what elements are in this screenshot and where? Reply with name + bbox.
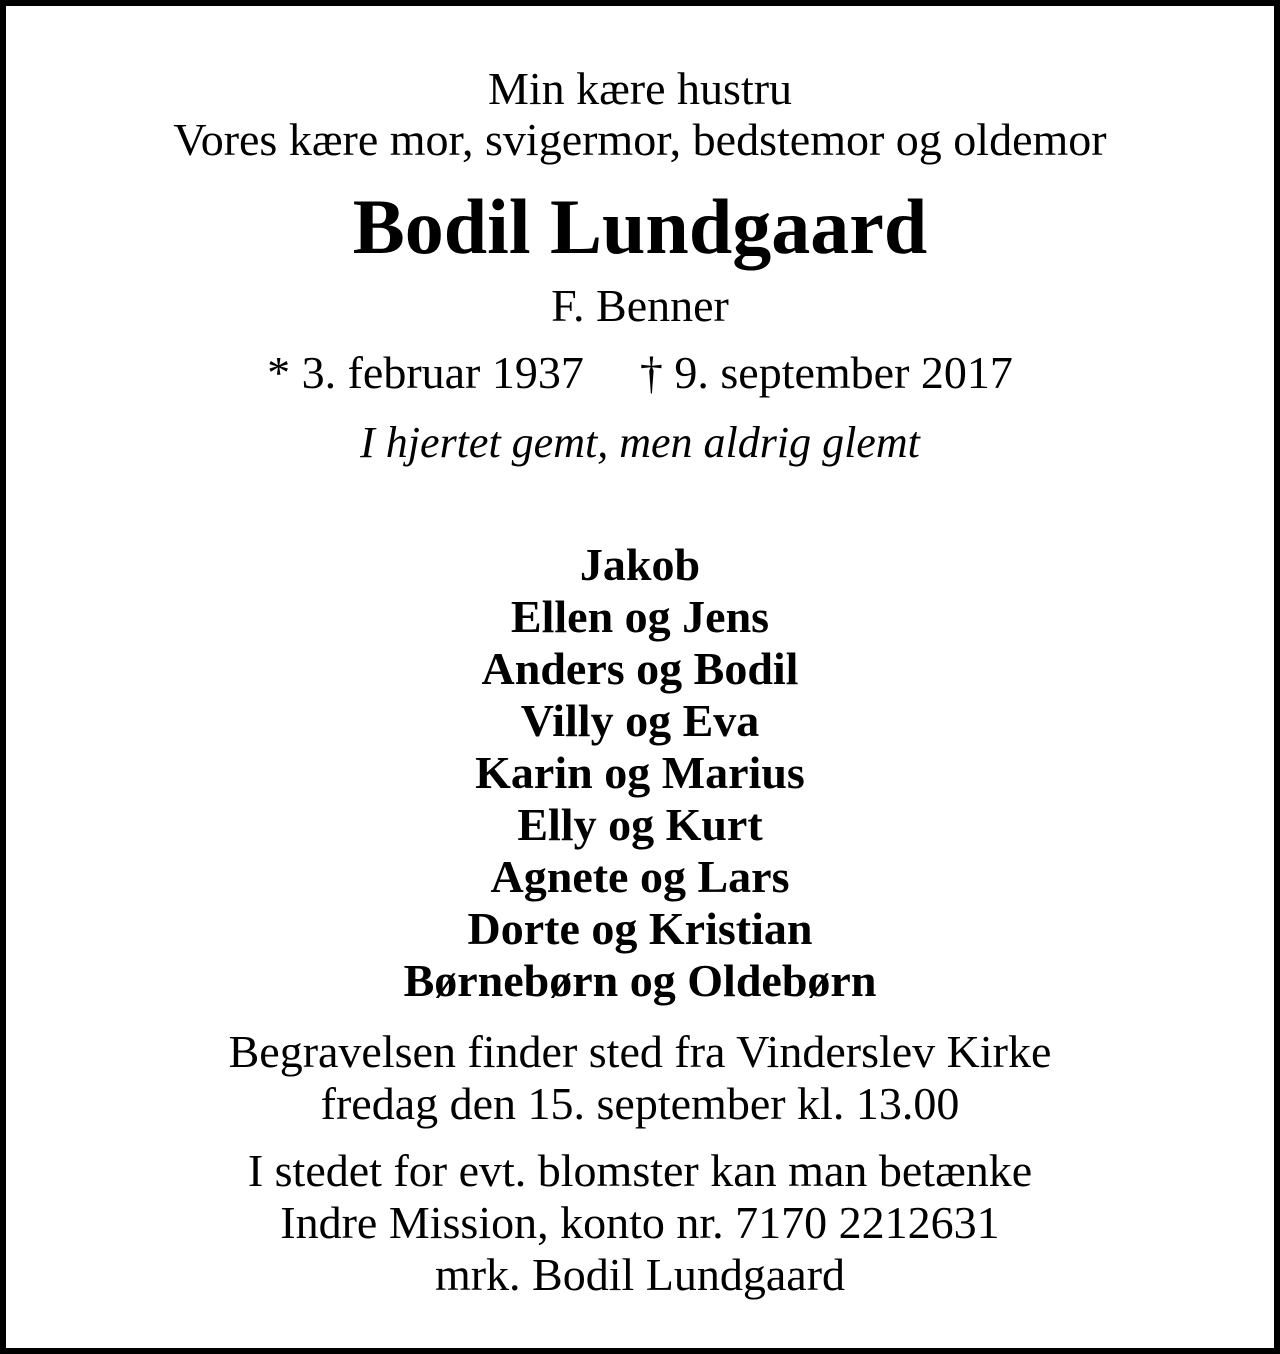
memorial-motto: I hjertet gemt, men aldrig glemt [360,418,920,467]
mourner-line: Elly og Kurt [517,799,763,850]
deceased-name: Bodil Lundgaard [352,183,928,270]
mourner-line: Jakob [579,539,701,590]
life-dates [6,347,1274,399]
maiden-name: F. Benner [551,280,729,331]
mourner-line: Børnebørn og Oldebørn [403,955,877,1006]
donation-account: Indre Mission, konto nr. 7170 2212631 [280,1197,1000,1248]
intro-line: Min kære hustru [487,63,793,114]
mourner-line: Karin og Marius [475,747,805,798]
mourner-line: Anders og Bodil [481,643,799,694]
mourner-line: Agnete og Lars [490,851,790,902]
death-date: † 9. september 2017 [639,347,1013,398]
mourner-line: Dorte og Kristian [467,903,813,954]
funeral-place: Begravelsen finder sted fra Vinderslev Kirke [228,1026,1052,1077]
donation-request: I stedet for evt. blomster kan man betænke [247,1145,1033,1196]
birth-date: * 3. februar 1937 [267,347,584,398]
relation-line: Vores kære mor, svigermor, bedstemor og oldemor [173,114,1107,165]
funeral-time: fredag den 15. september kl. 13.00 [320,1078,960,1129]
mourner-line: Ellen og Jens [510,591,770,642]
donation-mark: mrk. Bodil Lundgaard [434,1249,846,1300]
mourner-line: Villy og Eva [520,695,760,746]
